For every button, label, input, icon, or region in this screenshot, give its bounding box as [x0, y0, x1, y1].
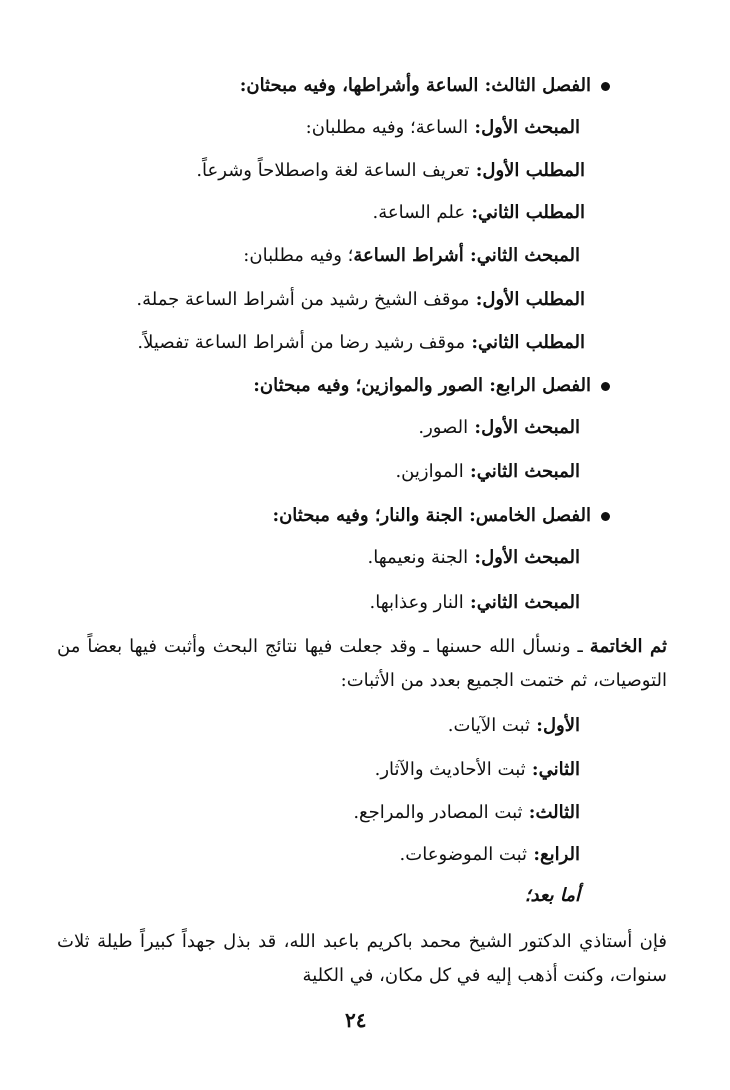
chapter-3-text: الساعة وأشراطها، وفيه مبحثان: — [239, 75, 479, 96]
index-item-2: الثاني: ثبت الأحاديث والآثار. — [374, 759, 580, 780]
bullet-icon — [601, 82, 610, 91]
bullet-icon — [601, 512, 610, 521]
chapter-3-heading: الفصل الثالث: الساعة وأشراطها، وفيه مبحثان: — [240, 73, 610, 99]
ch3-s1-item-1: المطلب الأول: تعريف الساعة لغة واصطلاحاً وشرعاً. — [196, 160, 585, 181]
ch4-section-1: المبحث الأول: الصور. — [418, 417, 580, 438]
chapter-4-heading: الفصل الرابع: الصور والموازين؛ وفيه مبحثان: — [253, 373, 610, 399]
chapter-3-title: الفصل الثالث — [491, 75, 591, 96]
ch3-s2-item-1: المطلب الأول: موقف الشيخ رشيد من أشراط الساعة جملة. — [136, 289, 585, 310]
index-item-4: الرابع: ثبت الموضوعات. — [399, 844, 580, 865]
index-item-3: الثالث: ثبت المصادر والمراجع. — [353, 802, 580, 823]
ch4-section-2: المبحث الثاني: الموازين. — [395, 461, 580, 482]
final-paragraph: فإن أستاذي الدكتور الشيخ محمد باكريم باعبد الله، قد بذل جهداً كبيراً طيلة ثلاث سنوات، وكنت أذهب إليه في كل مكان، في الكلية — [57, 931, 667, 986]
ch3-section-1: المبحث الأول: الساعة؛ وفيه مطلبان: — [305, 117, 580, 138]
ch3-s1-item-2: المطلب الثاني: علم الساعة. — [372, 202, 585, 223]
chapter-5-heading: الفصل الخامس: الجنة والنار؛ وفيه مبحثان: — [272, 503, 610, 529]
page-number: ٢٤ — [345, 1008, 367, 1032]
ch3-s2-item-2: المطلب الثاني: موقف رشيد رضا من أشراط الساعة تفصيلاً. — [137, 332, 585, 353]
ch3-section-2: المبحث الثاني: أشراط الساعة؛ وفيه مطلبان: — [243, 245, 580, 266]
ch5-section-1: المبحث الأول: الجنة ونعيمها. — [367, 547, 580, 568]
conclusion-paragraph: ثم الخاتمة ـ ونسأل الله حسنها ـ وقد جعلت فيها نتائج البحث وأثبت فيها بعضاً من التوصيات، ثم ختمت الجميع بعدد من الأثبات: — [57, 636, 667, 691]
index-item-1: الأول: ثبت الآيات. — [447, 715, 580, 736]
amma-baad: أما بعد؛ — [524, 885, 580, 906]
ch5-section-2: المبحث الثاني: النار وعذابها. — [369, 592, 580, 613]
bullet-icon — [601, 382, 610, 391]
